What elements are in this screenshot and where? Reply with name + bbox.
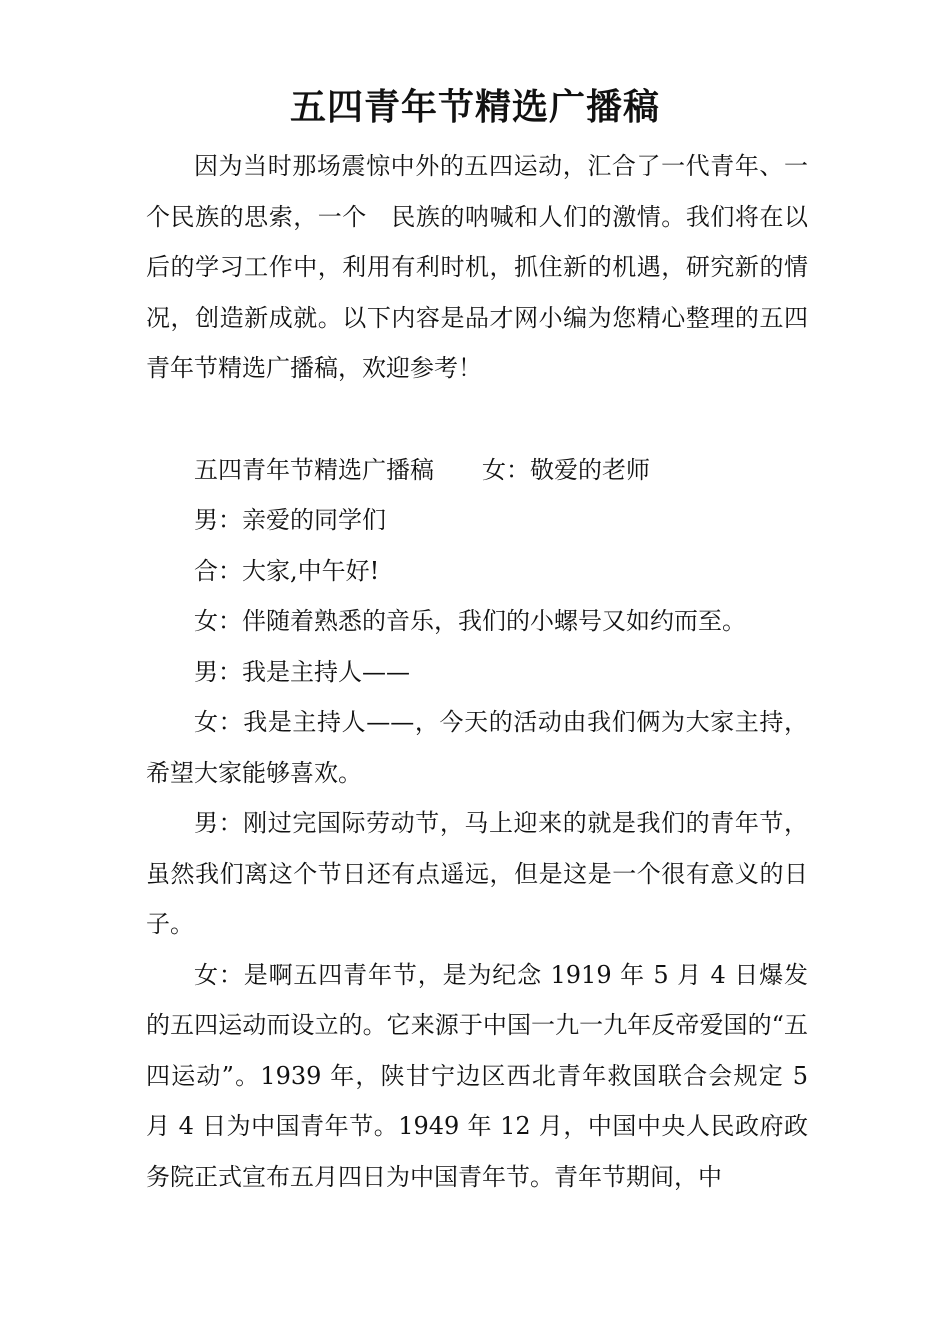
intro-paragraph: 因为当时那场震惊中外的五四运动，汇合了一代青年、一个民族的思索，一个 民族的呐喊和人们的激情。我们将在以后的学习工作中，利用有利时机，抓住新的机遇，研究新的情况，创造新成就。以下内容是品才网小编为您精心整理的五四青年节精选广播稿，欢迎参考！ (146, 152, 808, 382)
dialog-line-2: 男：亲爱的同学们 (194, 506, 386, 534)
document-title: 五四青年节精选广播稿 (289, 86, 660, 128)
document-body (146, 141, 808, 1202)
script-heading: 五四青年节精选广播稿 (194, 455, 434, 484)
dialog-line-6: 女：我是主持人——，今天的活动由我们俩为大家主持，希望大家能够喜欢。 (146, 708, 808, 787)
dialog-line-3: 合：大家,中午好! (194, 556, 380, 585)
dialog-line-7: 男：刚过完国际劳动节，马上迎来的就是我们的青年节，虽然我们离这个节日还有点遥远，但是这是一个很有意义的日子。 (146, 809, 808, 938)
dialog-line-1: 女：敬爱的老师 (482, 455, 650, 484)
paragraph-gap (146, 394, 808, 445)
dialog-line-8: 女：是啊五四青年节，是为纪念 1919 年 5 月 4 日爆发的五四运动而设立的。它来源于中国一九一九年反帝爱国的“五四运动”。1939 年，陕甘宁边区西北青年救国联合会规定 5 月 4 日为中国青年节。1949 年 12 月，中国中央人民政府政务院正式宣布五月四日为中国青年节。青年节期间，中 (146, 960, 808, 1191)
dialog-line-5: 男：我是主持人—— (194, 657, 410, 686)
script-heading-line (146, 445, 808, 496)
dialog-line-4: 女：伴随着熟悉的音乐，我们的小螺号又如约而至。 (194, 607, 746, 635)
